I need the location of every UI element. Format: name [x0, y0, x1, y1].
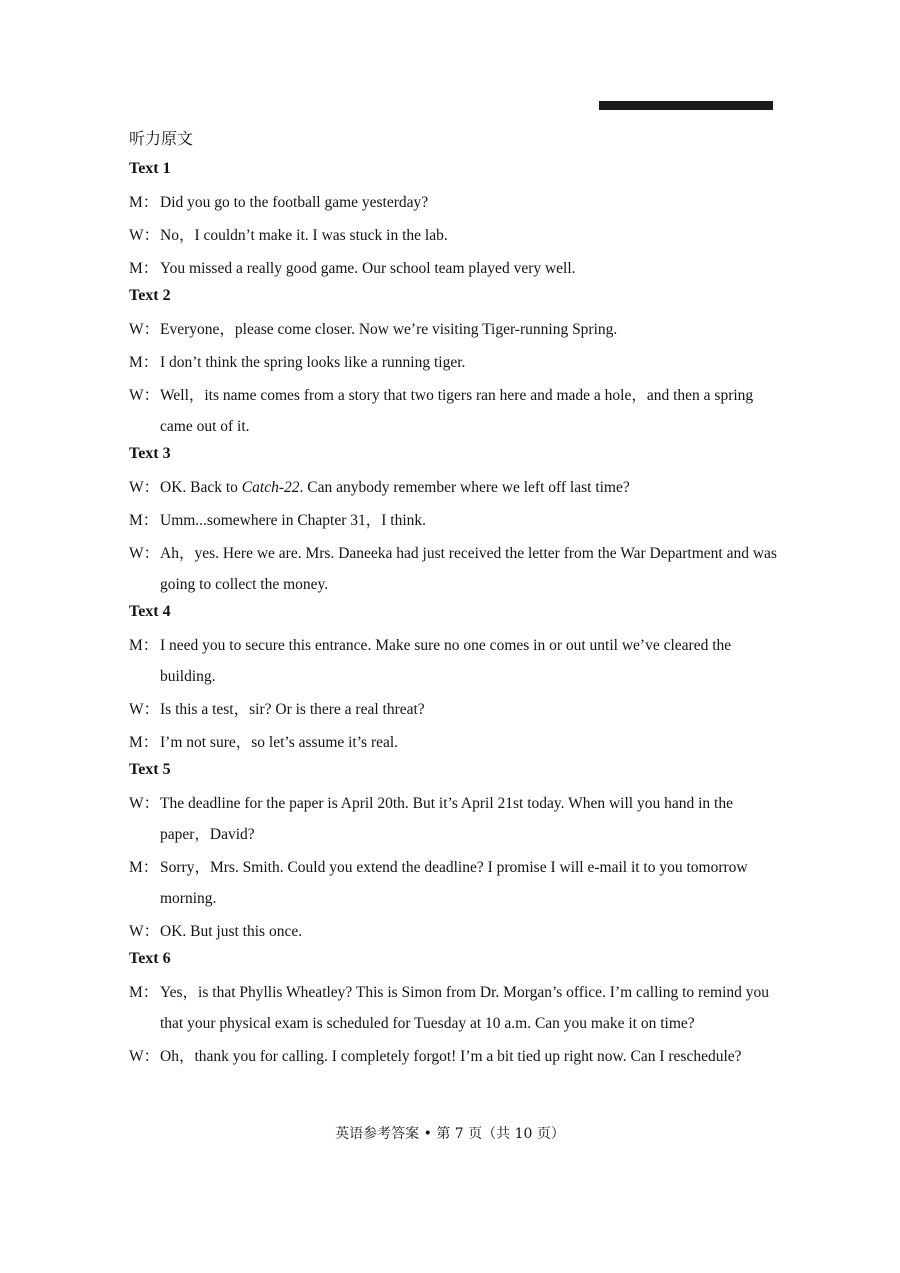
dialogue-line — [129, 538, 779, 600]
dialogue-line — [129, 916, 779, 947]
utterance: Sorry，Mrs. Smith. Could you extend the deadline? I promise I will e-mail it to you tomorrow morning. — [160, 859, 748, 907]
dialogue-line — [129, 1041, 779, 1072]
speaker-label: W： — [129, 795, 160, 812]
dialogue-line — [129, 380, 779, 442]
speaker-label: M： — [129, 637, 159, 654]
text-heading: Text 5 — [129, 761, 171, 778]
text-heading: Text 3 — [129, 445, 171, 462]
dialogue-line — [129, 253, 779, 284]
text-heading: Text 2 — [129, 287, 171, 304]
utterance: Umm...somewhere in Chapter 31，I think. — [160, 512, 427, 529]
page-footer: 英语参考答案 • 第 7 页（共 10 页） — [335, 1126, 565, 1142]
section-title: 听力原文 — [129, 129, 194, 148]
utterance: Well，its name comes from a story that two tigers ran here and made a hole，and then a spring came out of it. — [160, 387, 754, 435]
text-heading: Text 4 — [129, 603, 171, 620]
speaker-label: W： — [129, 701, 160, 718]
speaker-label: W： — [129, 479, 160, 496]
transcript — [129, 127, 779, 1074]
dialogue-line — [129, 694, 779, 725]
text-heading: Text 1 — [129, 160, 171, 177]
utterance: I’m not sure，so let’s assume it’s real. — [160, 734, 399, 751]
utterance: Ah，yes. Here we are. Mrs. Daneeka had just received the letter from the War Department and was going to collect the money. — [160, 545, 777, 593]
speaker-label: W： — [129, 321, 160, 338]
speaker-label: M： — [129, 260, 159, 277]
speaker-label: M： — [129, 354, 159, 371]
utterance: You missed a really good game. Our school team played very well. — [160, 260, 576, 277]
dialogue-line — [129, 727, 779, 758]
speaker-label: M： — [129, 734, 159, 751]
utterance: Oh，thank you for calling. I completely forgot! I’m a bit tied up right now. Can I reschedule? — [160, 1048, 742, 1065]
utterance: The deadline for the paper is April 20th. But it’s April 21st today. When will you hand in the paper，David? — [160, 795, 733, 843]
utterance: OK. But just this once. — [160, 923, 303, 940]
utterance: Is this a test，sir? Or is there a real threat? — [160, 701, 425, 718]
utterance — [160, 472, 779, 503]
dialogue-line — [129, 187, 779, 218]
dialogue-line — [129, 347, 779, 378]
text-block-6 — [129, 949, 779, 1072]
dialogue-line — [129, 220, 779, 251]
dialogue-line — [129, 472, 779, 503]
dialogue-line — [129, 630, 779, 692]
speaker-label: W： — [129, 387, 160, 404]
utterance: Yes，is that Phyllis Wheatley? This is Simon from Dr. Morgan’s office. I’m calling to remind you that your physical exam is scheduled for Tuesday at 10 a.m. Can you make it on time? — [160, 984, 770, 1032]
dialogue-line — [129, 977, 779, 1039]
dialogue-line — [129, 314, 779, 345]
utterance-part: . Can anybody remember where we left off last time? — [299, 479, 630, 496]
speaker-label: W： — [129, 1048, 160, 1065]
text-block-2 — [129, 286, 779, 442]
dialogue-line — [129, 788, 779, 850]
header-rule — [599, 101, 773, 110]
utterance: Did you go to the football game yesterday? — [160, 194, 429, 211]
text-block-4 — [129, 602, 779, 758]
dialogue-line — [129, 505, 779, 536]
utterance: I don’t think the spring looks like a running tiger. — [160, 354, 466, 371]
text-heading: Text 6 — [129, 950, 171, 967]
book-title: Catch-22 — [241, 479, 300, 496]
utterance: I need you to secure this entrance. Make sure no one comes in or out until we’ve cleared the building. — [160, 637, 732, 685]
utterance: Everyone，please come closer. Now we’re visiting Tiger-running Spring. — [160, 321, 618, 338]
text-block-3 — [129, 444, 779, 600]
speaker-label: M： — [129, 512, 159, 529]
utterance: No，I couldn’t make it. I was stuck in the lab. — [160, 227, 448, 244]
speaker-label: W： — [129, 923, 160, 940]
text-block-1 — [129, 159, 779, 284]
utterance-part: OK. Back to — [160, 479, 242, 496]
text-block-5 — [129, 760, 779, 947]
speaker-label: W： — [129, 227, 160, 244]
speaker-label: M： — [129, 859, 159, 876]
speaker-label: M： — [129, 984, 159, 1001]
speaker-label: M： — [129, 194, 159, 211]
speaker-label: W： — [129, 545, 160, 562]
dialogue-line — [129, 852, 779, 914]
